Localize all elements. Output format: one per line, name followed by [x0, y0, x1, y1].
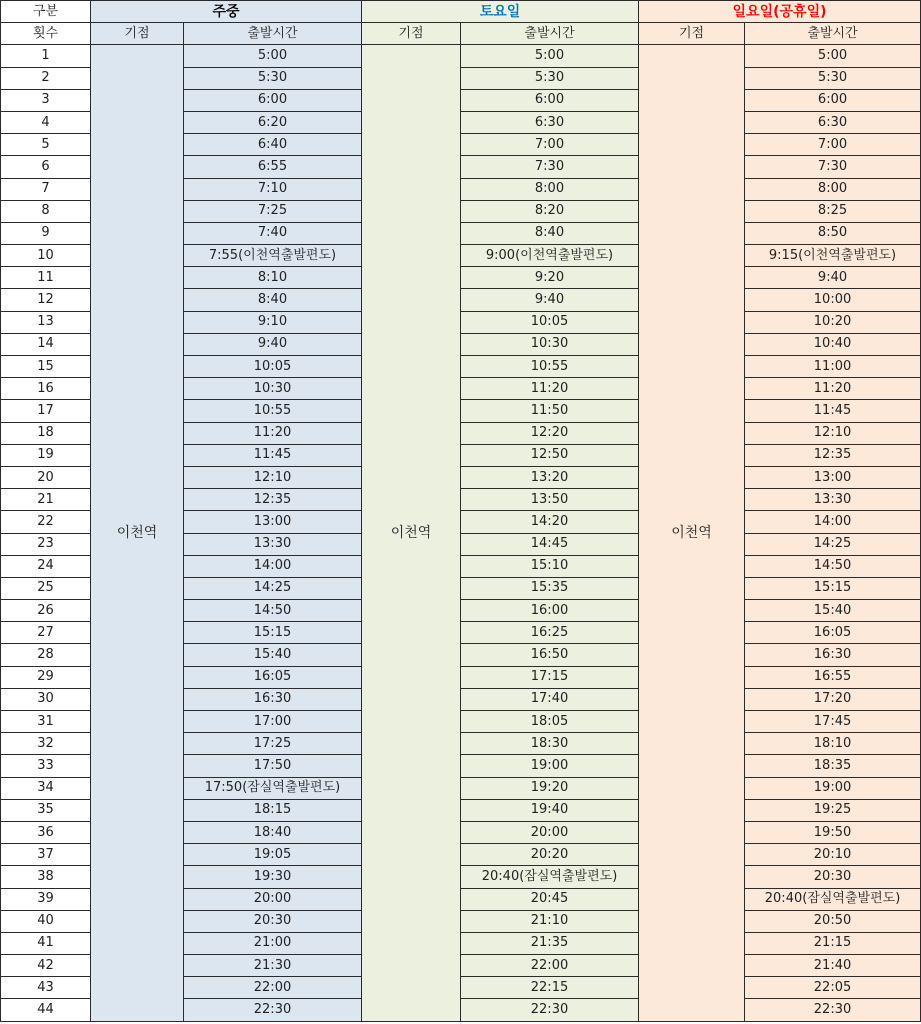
round-number: 23	[1, 533, 91, 555]
weekday-departure-time: 13:00	[184, 511, 362, 533]
round-number: 22	[1, 511, 91, 533]
weekday-origin-header: 기점	[91, 23, 184, 45]
sunday-departure-time: 9:40	[745, 267, 921, 289]
sunday-departure-time: 18:35	[745, 755, 921, 777]
weekday-departure-time: 6:40	[184, 134, 362, 156]
round-number: 39	[1, 888, 91, 910]
round-number: 10	[1, 245, 91, 267]
weekday-departure-time: 10:55	[184, 400, 362, 422]
weekday-departure-header: 출발시간	[184, 23, 362, 45]
weekday-origin: 이천역	[91, 45, 184, 1021]
saturday-departure-time: 8:20	[461, 200, 639, 222]
table-row	[1, 45, 921, 67]
saturday-departure-time: 20:00	[461, 821, 639, 843]
weekday-departure-time: 6:55	[184, 156, 362, 178]
sunday-departure-time: 21:15	[745, 932, 921, 954]
weekday-departure-time: 17:25	[184, 733, 362, 755]
sunday-departure-time: 7:30	[745, 156, 921, 178]
saturday-departure-time: 7:00	[461, 134, 639, 156]
saturday-departure-time: 15:35	[461, 577, 639, 599]
sunday-departure-time: 20:40(잠실역출발편도)	[745, 888, 921, 910]
sunday-departure-time: 8:00	[745, 178, 921, 200]
saturday-departure-time: 16:50	[461, 644, 639, 666]
sunday-departure-time: 19:50	[745, 821, 921, 843]
round-number: 38	[1, 866, 91, 888]
saturday-departure-time: 12:50	[461, 444, 639, 466]
weekday-departure-time: 10:30	[184, 378, 362, 400]
sunday-departure-time: 17:45	[745, 711, 921, 733]
round-number: 6	[1, 156, 91, 178]
saturday-departure-time: 19:20	[461, 777, 639, 799]
round-number: 40	[1, 910, 91, 932]
sunday-departure-time: 20:30	[745, 866, 921, 888]
round-number: 37	[1, 844, 91, 866]
round-number: 28	[1, 644, 91, 666]
round-number: 1	[1, 45, 91, 67]
sunday-departure-time: 22:30	[745, 999, 921, 1021]
saturday-departure-time: 13:50	[461, 489, 639, 511]
round-number: 26	[1, 600, 91, 622]
sunday-departure-time: 22:05	[745, 977, 921, 999]
round-number: 30	[1, 688, 91, 710]
sunday-departure-time: 5:00	[745, 45, 921, 67]
round-number: 20	[1, 466, 91, 488]
round-number: 17	[1, 400, 91, 422]
sunday-departure-time: 13:00	[745, 466, 921, 488]
saturday-departure-time: 16:25	[461, 622, 639, 644]
saturday-departure-time: 7:30	[461, 156, 639, 178]
weekday-departure-time: 9:10	[184, 311, 362, 333]
sunday-departure-time: 10:40	[745, 333, 921, 355]
saturday-departure-time: 19:00	[461, 755, 639, 777]
round-number: 33	[1, 755, 91, 777]
sunday-departure-time: 9:15(이천역출발편도)	[745, 245, 921, 267]
weekday-departure-time: 5:00	[184, 45, 362, 67]
sunday-departure-time: 16:55	[745, 666, 921, 688]
round-number: 36	[1, 821, 91, 843]
header-row-sub	[1, 23, 921, 45]
sunday-departure-time: 8:25	[745, 200, 921, 222]
round-number: 8	[1, 200, 91, 222]
round-number: 13	[1, 311, 91, 333]
sunday-header: 일요일(공휴일)	[639, 1, 921, 23]
saturday-origin-header: 기점	[362, 23, 461, 45]
weekday-departure-time: 6:20	[184, 111, 362, 133]
weekday-departure-time: 15:15	[184, 622, 362, 644]
weekday-departure-time: 8:10	[184, 267, 362, 289]
saturday-departure-time: 5:00	[461, 45, 639, 67]
weekday-departure-time: 5:30	[184, 67, 362, 89]
round-number: 31	[1, 711, 91, 733]
saturday-departure-time: 13:20	[461, 466, 639, 488]
weekday-departure-time: 7:55(이천역출발편도)	[184, 245, 362, 267]
sunday-departure-time: 5:30	[745, 67, 921, 89]
sunday-departure-time: 12:10	[745, 422, 921, 444]
weekday-departure-time: 14:50	[184, 600, 362, 622]
sunday-departure-header: 출발시간	[745, 23, 921, 45]
sunday-departure-time: 10:00	[745, 289, 921, 311]
saturday-departure-time: 21:10	[461, 910, 639, 932]
weekday-departure-time: 9:40	[184, 333, 362, 355]
round-number: 7	[1, 178, 91, 200]
weekday-departure-time: 21:00	[184, 932, 362, 954]
weekday-departure-time: 22:00	[184, 977, 362, 999]
saturday-departure-time: 22:15	[461, 977, 639, 999]
weekday-departure-time: 18:15	[184, 799, 362, 821]
weekday-departure-time: 11:20	[184, 422, 362, 444]
sunday-departure-time: 14:25	[745, 533, 921, 555]
sunday-departure-time: 20:10	[745, 844, 921, 866]
round-number: 14	[1, 333, 91, 355]
weekday-departure-time: 11:45	[184, 444, 362, 466]
sunday-departure-time: 12:35	[745, 444, 921, 466]
sunday-departure-time: 14:50	[745, 555, 921, 577]
sunday-departure-time: 19:00	[745, 777, 921, 799]
round-number: 21	[1, 489, 91, 511]
sunday-departure-time: 11:00	[745, 356, 921, 378]
weekday-departure-time: 20:00	[184, 888, 362, 910]
round-number: 42	[1, 955, 91, 977]
round-number: 44	[1, 999, 91, 1021]
round-number: 35	[1, 799, 91, 821]
weekday-departure-time: 14:00	[184, 555, 362, 577]
round-number: 12	[1, 289, 91, 311]
sunday-departure-time: 10:20	[745, 311, 921, 333]
saturday-departure-time: 20:45	[461, 888, 639, 910]
saturday-header: 토요일	[362, 1, 639, 23]
category-header: 구분	[1, 1, 91, 23]
weekday-departure-time: 20:30	[184, 910, 362, 932]
saturday-departure-time: 15:10	[461, 555, 639, 577]
sunday-departure-time: 17:20	[745, 688, 921, 710]
weekday-departure-time: 7:25	[184, 200, 362, 222]
weekday-departure-time: 12:35	[184, 489, 362, 511]
weekday-departure-time: 7:40	[184, 222, 362, 244]
saturday-departure-time: 17:15	[461, 666, 639, 688]
saturday-departure-time: 18:05	[461, 711, 639, 733]
round-number: 18	[1, 422, 91, 444]
round-number: 27	[1, 622, 91, 644]
weekday-departure-time: 21:30	[184, 955, 362, 977]
saturday-departure-time: 11:50	[461, 400, 639, 422]
sunday-departure-time: 6:00	[745, 89, 921, 111]
saturday-origin: 이천역	[362, 45, 461, 1021]
sunday-departure-time: 15:40	[745, 600, 921, 622]
weekday-departure-time: 17:50	[184, 755, 362, 777]
sunday-departure-time: 20:50	[745, 910, 921, 932]
weekday-departure-time: 12:10	[184, 466, 362, 488]
sunday-departure-time: 7:00	[745, 134, 921, 156]
round-number: 34	[1, 777, 91, 799]
round-number: 16	[1, 378, 91, 400]
sunday-departure-time: 16:05	[745, 622, 921, 644]
sunday-departure-time: 16:30	[745, 644, 921, 666]
saturday-departure-header: 출발시간	[461, 23, 639, 45]
sunday-departure-time: 21:40	[745, 955, 921, 977]
round-number: 2	[1, 67, 91, 89]
saturday-departure-time: 9:00(이천역출발편도)	[461, 245, 639, 267]
sunday-departure-time: 6:30	[745, 111, 921, 133]
saturday-departure-time: 21:35	[461, 932, 639, 954]
weekday-departure-time: 14:25	[184, 577, 362, 599]
sunday-departure-time: 13:30	[745, 489, 921, 511]
saturday-departure-time: 8:40	[461, 222, 639, 244]
weekday-departure-time: 19:05	[184, 844, 362, 866]
sunday-departure-time: 8:50	[745, 222, 921, 244]
weekday-departure-time: 17:50(잠실역출발편도)	[184, 777, 362, 799]
weekday-departure-time: 8:40	[184, 289, 362, 311]
saturday-departure-time: 8:00	[461, 178, 639, 200]
weekday-departure-time: 16:05	[184, 666, 362, 688]
round-number: 9	[1, 222, 91, 244]
saturday-departure-time: 18:30	[461, 733, 639, 755]
saturday-departure-time: 11:20	[461, 378, 639, 400]
weekday-departure-time: 6:00	[184, 89, 362, 111]
sunday-origin: 이천역	[639, 45, 745, 1021]
sunday-departure-time: 19:25	[745, 799, 921, 821]
saturday-departure-time: 10:30	[461, 333, 639, 355]
round-number: 24	[1, 555, 91, 577]
sunday-departure-time: 11:20	[745, 378, 921, 400]
saturday-departure-time: 6:00	[461, 89, 639, 111]
round-header: 횟수	[1, 23, 91, 45]
round-number: 41	[1, 932, 91, 954]
round-number: 25	[1, 577, 91, 599]
saturday-departure-time: 20:40(잠실역출발편도)	[461, 866, 639, 888]
sunday-departure-time: 18:10	[745, 733, 921, 755]
saturday-departure-time: 5:30	[461, 67, 639, 89]
saturday-departure-time: 14:20	[461, 511, 639, 533]
saturday-departure-time: 19:40	[461, 799, 639, 821]
weekday-departure-time: 10:05	[184, 356, 362, 378]
saturday-departure-time: 22:00	[461, 955, 639, 977]
weekday-departure-time: 13:30	[184, 533, 362, 555]
saturday-departure-time: 14:45	[461, 533, 639, 555]
weekday-departure-time: 22:30	[184, 999, 362, 1021]
weekday-departure-time: 19:30	[184, 866, 362, 888]
round-number: 32	[1, 733, 91, 755]
weekday-departure-time: 7:10	[184, 178, 362, 200]
round-number: 4	[1, 111, 91, 133]
saturday-departure-time: 9:40	[461, 289, 639, 311]
saturday-departure-time: 10:55	[461, 356, 639, 378]
saturday-departure-time: 17:40	[461, 688, 639, 710]
sunday-departure-time: 15:15	[745, 577, 921, 599]
weekday-departure-time: 16:30	[184, 688, 362, 710]
saturday-departure-time: 12:20	[461, 422, 639, 444]
sunday-departure-time: 14:00	[745, 511, 921, 533]
saturday-departure-time: 6:30	[461, 111, 639, 133]
saturday-departure-time: 20:20	[461, 844, 639, 866]
saturday-departure-time: 16:00	[461, 600, 639, 622]
saturday-departure-time: 9:20	[461, 267, 639, 289]
saturday-departure-time: 10:05	[461, 311, 639, 333]
weekday-header: 주중	[91, 1, 362, 23]
saturday-departure-time: 22:30	[461, 999, 639, 1021]
round-number: 43	[1, 977, 91, 999]
round-number: 11	[1, 267, 91, 289]
sunday-origin-header: 기점	[639, 23, 745, 45]
round-number: 5	[1, 134, 91, 156]
sunday-departure-time: 11:45	[745, 400, 921, 422]
round-number: 29	[1, 666, 91, 688]
weekday-departure-time: 15:40	[184, 644, 362, 666]
round-number: 19	[1, 444, 91, 466]
round-number: 15	[1, 356, 91, 378]
round-number: 3	[1, 89, 91, 111]
header-row-main	[1, 1, 921, 23]
weekday-departure-time: 17:00	[184, 711, 362, 733]
weekday-departure-time: 18:40	[184, 821, 362, 843]
